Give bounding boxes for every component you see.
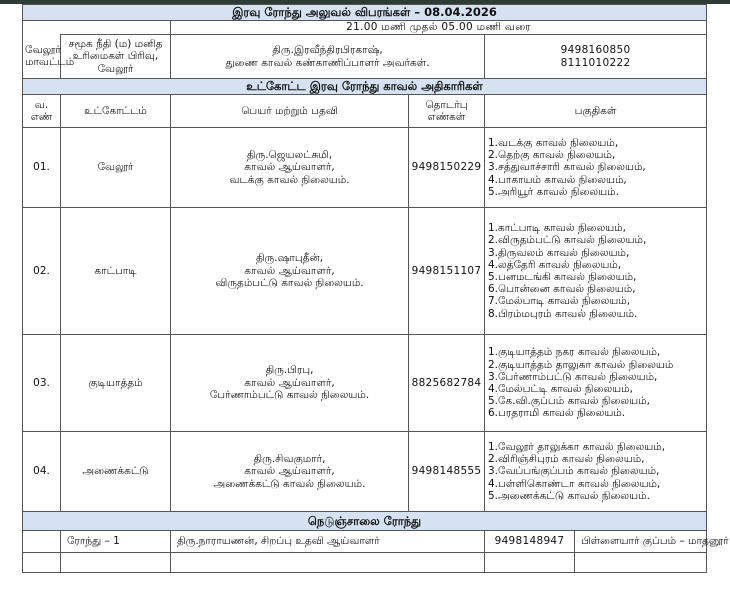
row-phone: 8825682784 bbox=[409, 335, 485, 432]
col-phone: தொடர்பு எண்கள் bbox=[409, 95, 485, 128]
table-row bbox=[23, 553, 707, 573]
row-sno: 02. bbox=[23, 208, 61, 335]
row-subdivision: அணைக்கட்டு bbox=[61, 432, 171, 512]
night-patrol-table bbox=[22, 4, 729, 573]
time-row bbox=[23, 21, 707, 35]
officer-row bbox=[23, 35, 707, 79]
row-phone: 9498150229 bbox=[409, 128, 485, 208]
row-sno: 01. bbox=[23, 128, 61, 208]
row-sno: 04. bbox=[23, 432, 61, 512]
highway-title: நெடுஞ்சாலை ரோந்து bbox=[23, 512, 707, 531]
document-title: இரவு ரோந்து அலுவல் விபரங்கள் – 08.04.2026 bbox=[23, 5, 707, 21]
row-areas: 1.வேலூர் தாலுக்கா காவல் நிலையம், 2.விரிஞ்சிபுரம் காவல் நிலையம், 3.வேப்பங்குப்பம் காவல் நிலையம், 4.பள்ளிகொண்டா காவல் நிலையம், 5.அணைக்கட்டு காவல் நிலையம். bbox=[485, 432, 707, 512]
row-areas: 1.காட்பாடி காவல் நிலையம், 2.விருதம்பட்டு காவல் நிலையம், 3.திருவலம் காவல் நிலையம், 4.லத்தேரி காவல் நிலையம், 5.பனமடங்கி காவல் நிலையம், 6.பொன்னை காவல் நிலையம், 7.மேல்பாடி காவல் நிலையம், 8.பிரம்மபுரம் காவல் நிலையம். bbox=[485, 208, 707, 335]
col-subdivision: உட்கோட்டம் bbox=[61, 95, 171, 128]
col-name: பெயர் மற்றும் பதவி bbox=[171, 95, 409, 128]
highway-row bbox=[23, 531, 707, 553]
unit-cell: சமூக நீதி (ம) மனித உரிமைகள் பிரிவு, வேலூர் bbox=[61, 35, 171, 79]
row-subdivision: காட்பாடி bbox=[61, 208, 171, 335]
section-title-row bbox=[23, 79, 707, 95]
row-areas: 1.வடக்கு காவல் நிலையம், 2.தெற்கு காவல் நிலையம், 3.சத்துவாச்சாரி காவல் நிலையம், 4.பாகாயம் காவல் நிலையம், 5.அரியூர் காவல் நிலையம். bbox=[485, 128, 707, 208]
row-name: திரு.ஜெயலட்சுமி, காவல் ஆய்வாளர், வடக்கு காவல் நிலையம். bbox=[171, 128, 409, 208]
col-sno: வ. எண் bbox=[23, 95, 61, 128]
col-areas: பகுதிகள் bbox=[485, 95, 707, 128]
row-areas: 1.குடியாத்தம் நகர காவல் நிலையம், 2.குடியாத்தம் தாலுகா காவல் நிலையம் 3.பேர்ணாம்பட்டு காவல் நிலையம், 4.மேல்பட்டி காவல் நிலையம், 5.கே.வி.குப்பம் காவல் நிலையம், 6.பரதராமி காவல் நிலையம். bbox=[485, 335, 707, 432]
table-row bbox=[23, 208, 707, 335]
highway-area: பிள்ளையார் குப்பம் – மாதனூர் bbox=[575, 531, 707, 553]
row-phone: 9498148555 bbox=[409, 432, 485, 512]
table-row bbox=[23, 432, 707, 512]
title-row bbox=[23, 5, 707, 21]
table-row bbox=[23, 335, 707, 432]
row-subdivision: வேலூர் bbox=[61, 128, 171, 208]
row-subdivision: குடியாத்தம் bbox=[61, 335, 171, 432]
highway-officer: திரு.நாராயணன், சிறப்பு உதவி ஆய்வாளர் bbox=[171, 531, 485, 553]
time-range: 21.00 மணி முதல் 05.00 மணி வரை bbox=[171, 21, 707, 35]
row-sno: 03. bbox=[23, 335, 61, 432]
row-name: திரு.ஷாபுதீன், காவல் ஆய்வாளர், விருதம்பட்டு காவல் நிலையம். bbox=[171, 208, 409, 335]
table-row bbox=[23, 128, 707, 208]
column-header-row bbox=[23, 95, 707, 128]
section-title: உட்கோட்ட இரவு ரோந்து காவல் அதிகாரிகள் bbox=[23, 79, 707, 95]
highway-label: ரோந்து – 1 bbox=[61, 531, 171, 553]
highway-title-row bbox=[23, 512, 707, 531]
district-cell: வேலூர் மாவட்டம் bbox=[23, 35, 61, 79]
highway-phone: 9498148947 bbox=[485, 531, 575, 553]
officer-cell: திரு.இரவீந்திரபிரகாஷ், துணை காவல் கண்காணிப்பாளர் அவர்கள். bbox=[171, 35, 485, 79]
officer-phones: 9498160850 8111010222 bbox=[485, 35, 707, 79]
row-name: திரு.சிவகுமார், காவல் ஆய்வாளர், அணைக்கட்டு காவல் நிலையம். bbox=[171, 432, 409, 512]
row-phone: 9498151107 bbox=[409, 208, 485, 335]
row-name: திரு.பிரபு, காவல் ஆய்வாளர், பேர்ணாம்பட்டு காவல் நிலையம். bbox=[171, 335, 409, 432]
